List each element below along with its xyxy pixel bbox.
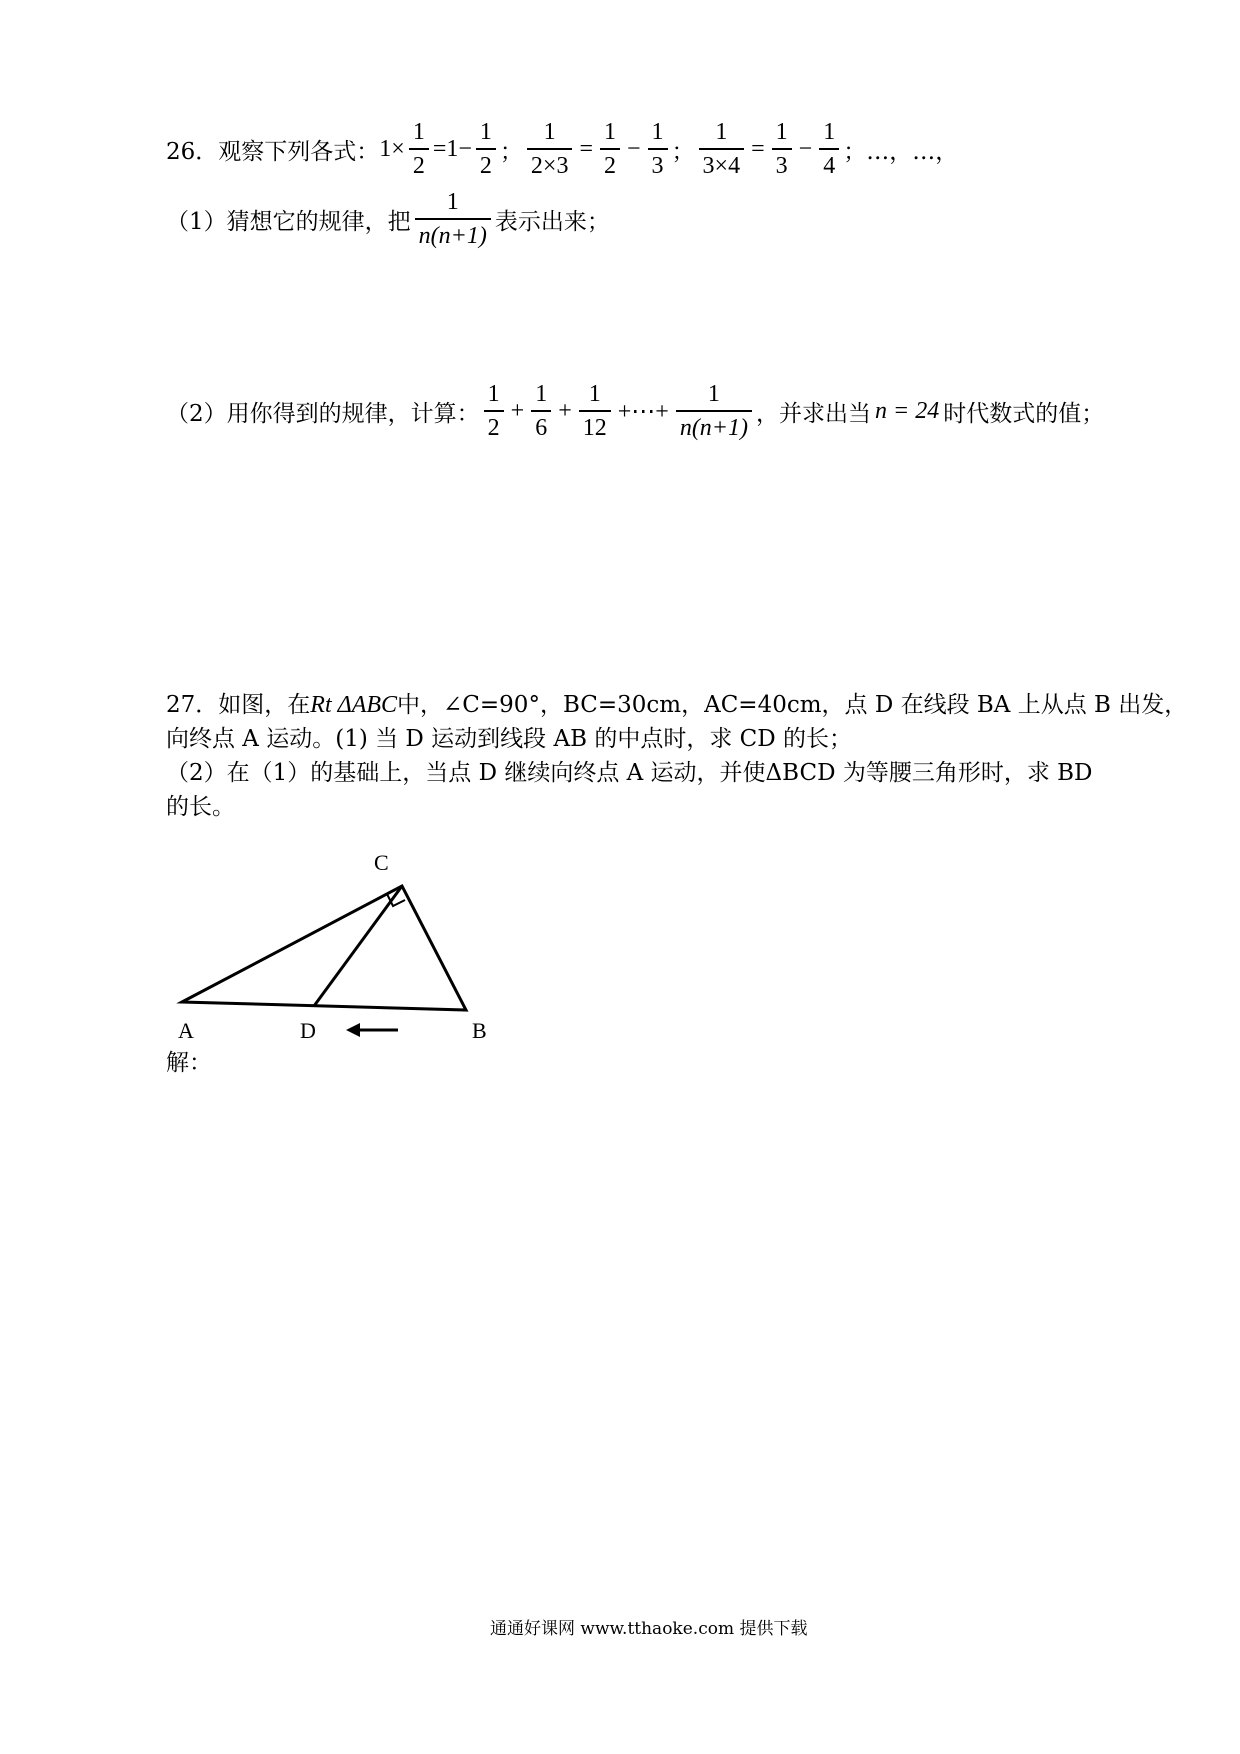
part2-suffix-b: 时代数式的值；: [943, 400, 1105, 427]
label-a: A: [178, 1018, 194, 1043]
triangle-figure: [160, 840, 520, 1080]
eq2-fraction-b: $\frac{1}{3}$: [648, 118, 668, 180]
eq1-fraction: $\frac{1}{2}$: [409, 118, 429, 180]
eq1-fraction-2: $\frac{1}{2}$: [476, 118, 496, 180]
eq3-equals: =: [751, 135, 765, 162]
q27-line2: 向终点 A 运动。(1) 当 D 运动到线段 AB 的中点时，求 CD 的长；: [166, 726, 852, 752]
q26-part2: [166, 380, 1104, 442]
part2-label: （2）用你得到的规律，计算：: [166, 400, 480, 427]
part2-fraction-1: $\frac{1}{2}$: [484, 380, 504, 442]
part1-suffix: 表示出来；: [494, 208, 610, 235]
eq3-minus: −: [798, 135, 813, 162]
part2-fraction-3: $\frac{1}{12}$: [579, 380, 611, 442]
arrow-left-icon: [346, 1023, 360, 1037]
q27-line1-start: 27．如图，在: [166, 692, 311, 718]
eq1-lead: 1×: [379, 135, 405, 162]
q27-triangle-name: Rt ΔABC: [310, 692, 398, 718]
part2-plus-2: +: [558, 397, 572, 424]
label-d: D: [300, 1018, 316, 1043]
part2-fraction-2: $\frac{1}{6}$: [531, 380, 551, 442]
q27-line3: （2）在（1）的基础上，当点 D 继续向终点 A 运动，并使ΔBCD 为等腰三角形时，求 BD: [166, 760, 1093, 786]
part2-plus-1: +: [510, 397, 525, 424]
part2-n-expression: n = 24: [875, 397, 940, 424]
eq3-fraction-a: $\frac{1}{3}$: [772, 118, 792, 180]
part2-dots: +⋯+: [617, 398, 669, 425]
part2-fraction-4: $\frac{1}{n(n+1)}$: [676, 380, 752, 442]
q26-prefix: 26．观察下列各式：: [166, 138, 380, 165]
q26-tail: ；…，…，: [843, 138, 959, 165]
separator-1: ；: [499, 138, 523, 165]
label-b: B: [472, 1018, 487, 1043]
part1-label: （1）猜想它的规律，把: [166, 208, 411, 235]
eq2-fraction: $\frac{1}{2\times 3}$: [527, 118, 573, 180]
footer-credit: 通通好课网 www.tthaoke.com 提供下载: [490, 1619, 808, 1639]
q27-line1-end: 中，∠C=90°，BC=30cm，AC=40cm，点 D 在线段 BA 上从点 B 出发，: [397, 692, 1188, 718]
eq3-fraction-b: $\frac{1}{4}$: [819, 118, 839, 180]
segment-cd: [314, 886, 402, 1006]
part1-fraction: $\frac{1}{n(n+1)}$: [415, 188, 491, 250]
answer-label: 解：: [166, 1050, 212, 1076]
q26-part1: [166, 188, 610, 250]
q27-line1: [166, 686, 1187, 719]
separator-2: ；: [671, 138, 695, 165]
eq1-mid: =1−: [432, 135, 472, 162]
label-c: C: [374, 850, 389, 875]
eq3-fraction: $\frac{1}{3\times 4}$: [699, 118, 745, 180]
q26-observe-line: [166, 118, 958, 180]
eq2-minus: −: [627, 135, 641, 162]
eq2-equals: =: [579, 135, 593, 162]
eq2-fraction-a: $\frac{1}{2}$: [600, 118, 620, 180]
part2-suffix-a: ，并求出当: [756, 400, 871, 427]
q27-line4: 的长。: [166, 794, 235, 820]
